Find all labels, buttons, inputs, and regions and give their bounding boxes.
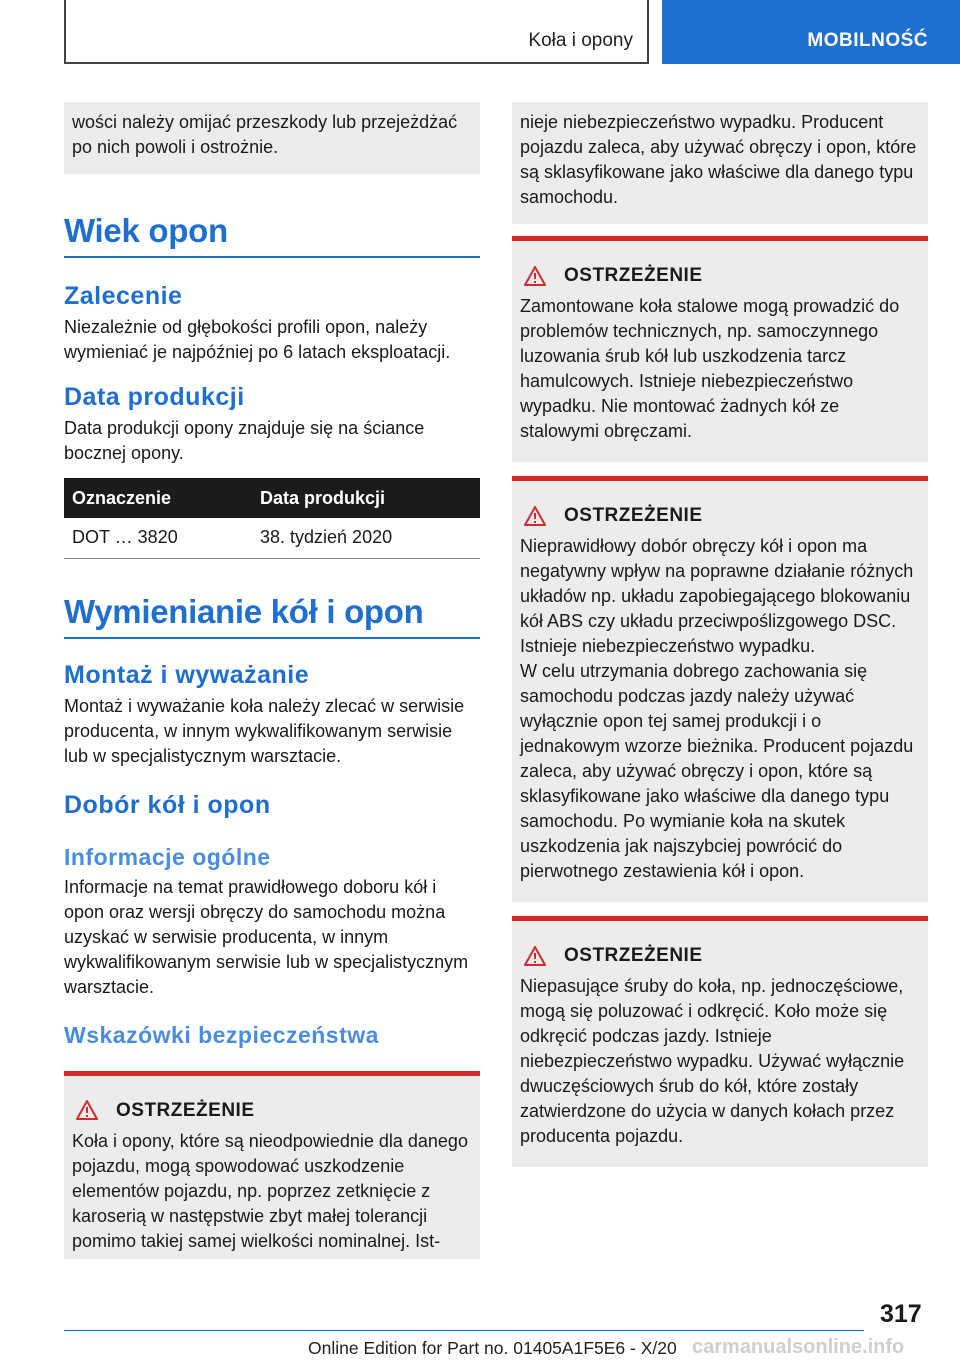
table-header-designation: Oznaczenie (64, 478, 252, 518)
table-header-row (64, 478, 480, 518)
heading-replacing-wheels: Wymienianie kół i opon (64, 593, 480, 639)
left-column (64, 102, 480, 1259)
continued-text-box (64, 102, 480, 174)
table-cell-code: DOT … 3820 (64, 518, 252, 558)
warning-header (520, 943, 920, 968)
heading-tire-age: Wiek opon (64, 212, 480, 258)
heading-recommendation: Zalecenie (64, 282, 183, 310)
warning-box (512, 476, 928, 902)
general-info-text: Informacje na temat prawidłowego doboru kół i opon oraz wersji obręczy do samochodu można uzyskać w serwisie producenta, w innym wykwalifikowanym serwisie lub w specjalistycznym warsztacie. (64, 876, 469, 997)
heading-wheel-selection: Dobór kół i opon (64, 790, 271, 819)
warning-header (520, 263, 920, 288)
warning-box (512, 916, 928, 1167)
table-header-date: Data produkcji (252, 478, 480, 518)
footer-edition: Online Edition for Part no. 01405A1F5E6 - X/20 (308, 1338, 677, 1358)
warning-text-continued: W celu utrzymania dobrego zachowania się samochodu podczas jazdy należy używać wyłącznie opon tej samej produkcji i o jednakowym wzorze bieżnika. Producent pojazdu zaleca, aby używać obręczy i opon, które są sklasyfikowane jako właściwe dla danego typu samochodu. Po wymianie koła na skutek uszkodzenia jak najszybciej powrócić do pierwotnego zestawienia kół i opon. (520, 661, 914, 881)
table-cell-date: 38. tydzień 2020 (252, 518, 480, 558)
mounting-text: Montaż i wyważanie koła należy zlecać w serwisie producenta, w innym wykwalifikowanym serwisie lub w specjalistycznym warsztacie. (64, 695, 465, 766)
warning-header (520, 503, 920, 528)
warning-text: Niepasujące śruby do koła, np. jednoczęściowe, mogą się poluzować i odkręcić. Koło może się odkręcić podczas jazdy. Istnieje niebezpieczeństwo wypadku. Używać wyłącznie dwuczęściowych śrub do kół, które zostały zatwierdzone do użycia w danych kołach przez producenta pojazdu. (520, 976, 905, 1146)
header-chapter-tab (662, 0, 960, 64)
warning-title: OSTRZEŻENIE (564, 265, 703, 286)
warning-triangle-icon (524, 266, 546, 286)
production-table (64, 478, 480, 559)
warning-triangle-icon (76, 1100, 98, 1120)
page-number: 317 (880, 1300, 922, 1328)
watermark: carmanualsonline.info (692, 1336, 905, 1358)
heading-general-info: Informacje ogólne (64, 843, 271, 870)
warning-title: OSTRZEŻENIE (564, 505, 703, 526)
header-chapter-title: MOBILNOŚĆ (807, 30, 928, 51)
warning-triangle-icon (524, 946, 546, 966)
continued-text: wości należy omijać przeszkody lub przejeżdżać po nich powoli i ostrożnie. (72, 112, 458, 157)
heading-safety-notes: Wskazówki bezpieczeństwa (64, 1021, 379, 1048)
warning-text: Zamontowane koła stalowe mogą prowadzić do problemów technicznych, np. samoczynnego luzowania śrub kół lub uszkodzenia tarcz hamulcowych. Istnieje niebezpieczeństwo wypadku. Nie montować żadnych kół ze stalowymi obręczami. (520, 296, 900, 441)
warning-text: Nieprawidłowy dobór obręczy kół i opon ma negatywny wpływ na poprawne działanie różnych układów np. układu zapobiegającego blokowaniu kół ABS czy układu przeciwpoślizgowego DSC. Istnieje niebezpieczeństwo wypadku. (520, 536, 914, 656)
warning-header (72, 1098, 472, 1123)
table-row (64, 518, 480, 558)
production-text: Data produkcji opony znajduje się na ściance bocznej opony. (64, 418, 425, 463)
right-column (512, 102, 928, 1167)
warning-text: Koła i opony, które są nieodpowiednie dla danego pojazdu, mogą spowodować uszkodzenie elementów pojazdu, np. poprzez zetknięcie z karoserią w następstwie zbyt małej tolerancji pomimo takiej samej wielkości nominalnej. Ist- (72, 1130, 468, 1251)
continued-text-box (512, 102, 928, 224)
footer-divider (64, 1330, 864, 1331)
warning-box (64, 1071, 480, 1259)
header-section-title: Koła i opony (528, 30, 633, 51)
warning-box (512, 236, 928, 462)
warning-title: OSTRZEŻENIE (116, 1099, 255, 1121)
recommendation-text: Niezależnie od głębokości profili opon, należy wymieniać je najpóźniej po 6 latach eksploatacji. (64, 317, 451, 362)
warning-triangle-icon (524, 506, 546, 526)
header-section-tab (64, 0, 649, 64)
continued-text: nieje niebezpieczeństwo wypadku. Producent pojazdu zaleca, aby używać obręczy i opon, które są sklasyfikowane jako właściwe dla danego typu samochodu. (520, 112, 917, 207)
heading-mounting: Montaż i wyważanie (64, 660, 310, 689)
warning-title: OSTRZEŻENIE (564, 945, 703, 966)
heading-production-date: Data produkcji (64, 383, 245, 411)
